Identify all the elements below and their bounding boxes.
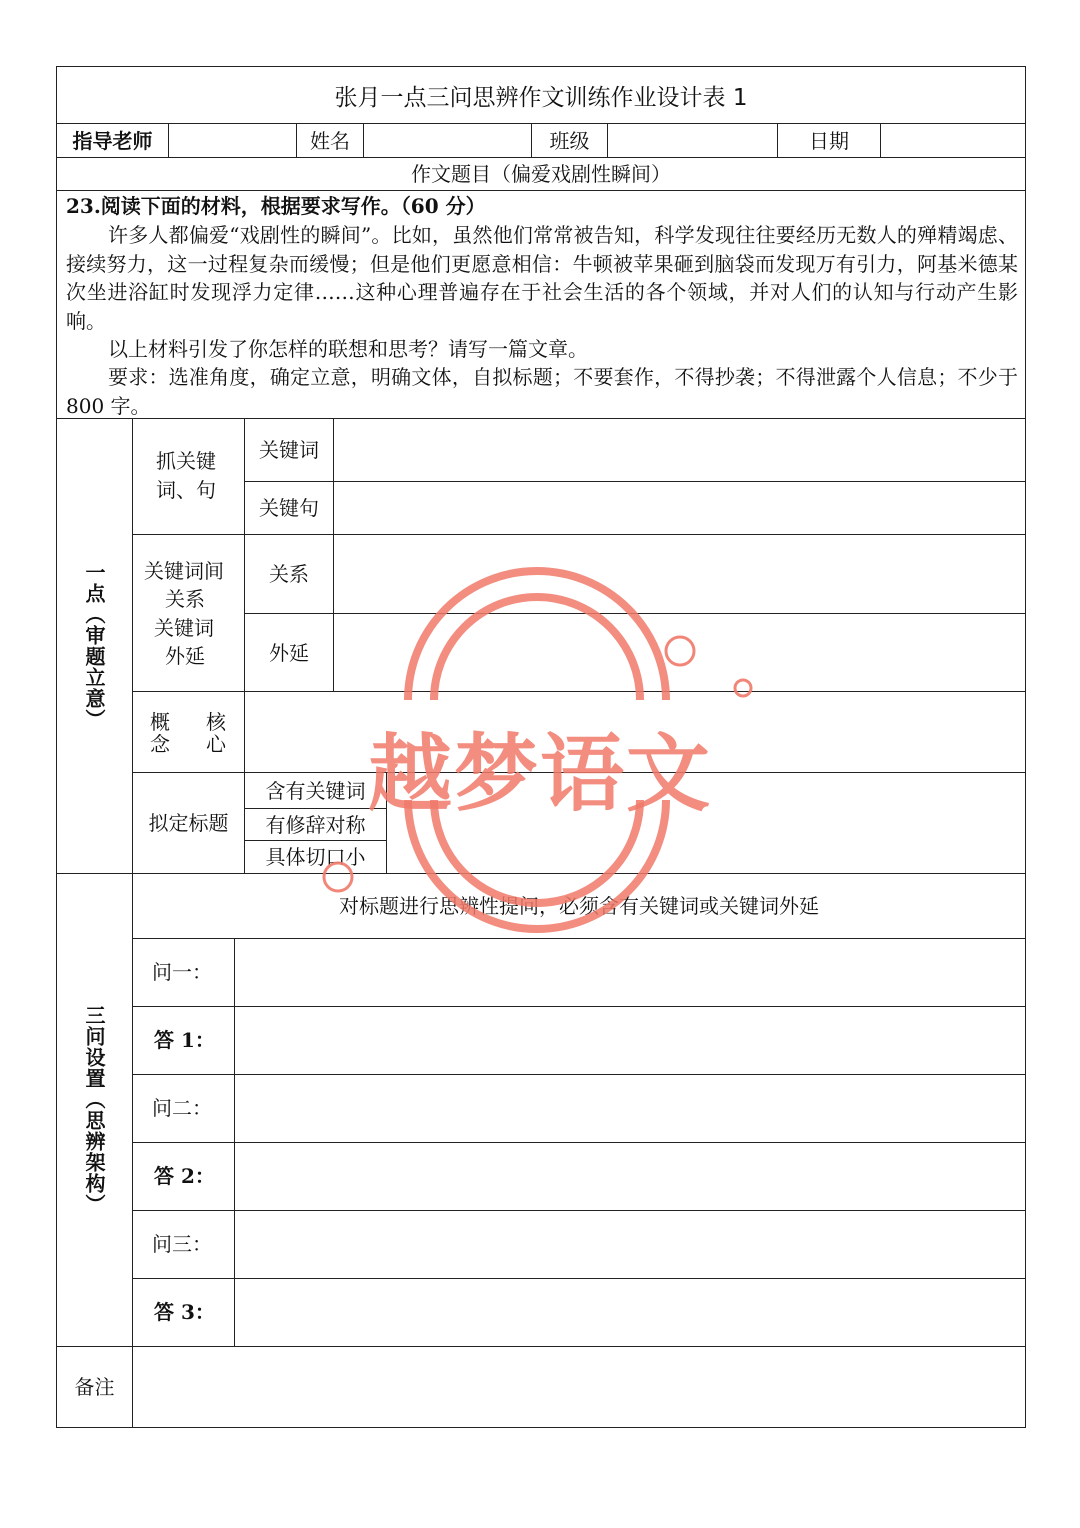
question-1-field[interactable] — [234, 938, 1026, 1007]
instruction-cell — [132, 873, 1026, 939]
answer-2-field[interactable] — [234, 1142, 1026, 1211]
relation-label: 关系 — [269, 562, 309, 586]
grab-label-line2: 词、句 — [156, 478, 216, 502]
extension-label-cell — [244, 613, 334, 692]
answer-1-field[interactable] — [234, 1006, 1026, 1075]
section1-label-cell — [56, 418, 133, 874]
topic-label: 作文题目（偏爱戏剧性瞬间） — [411, 162, 671, 186]
date-field[interactable] — [880, 123, 1026, 158]
requirements-text: 要求：选准角度，确定立意，明确文体，自拟标题；不要套作，不得抄袭；不得泄露个人信息；不少于 800 字。 — [66, 365, 1018, 418]
relation-group-line2: 关系 — [165, 587, 205, 611]
relation-group-line4: 外延 — [165, 644, 205, 668]
watermark-text: 越梦语文 — [367, 725, 713, 823]
extension-label: 外延 — [269, 640, 309, 665]
relation-group-line3: 关键词 — [154, 616, 214, 640]
title-cell — [56, 66, 1026, 124]
relation-group-cell — [132, 534, 245, 692]
question-3-field[interactable] — [234, 1210, 1026, 1279]
core-concept-char-4: 心 — [206, 732, 226, 756]
question-1-label-cell — [132, 938, 235, 1007]
notes-field[interactable] — [132, 1346, 1026, 1428]
question-3-label-cell — [132, 1210, 235, 1279]
keysentence-label: 关键句 — [259, 496, 319, 520]
title-option-specific: 具体切口小 — [265, 845, 366, 869]
section2-label: 三问设置（思辨架构） — [82, 1005, 106, 1215]
core-concept-char-1: 概 — [150, 710, 170, 734]
answer-2-label: 答 2： — [154, 1164, 215, 1188]
prompt-text: 以上材料引发了你怎样的联想和思考？请写一篇文章。 — [108, 337, 588, 361]
question-2-label-cell — [132, 1074, 235, 1143]
keyword-label: 关键词 — [259, 438, 319, 462]
title-draft-label-cell — [132, 772, 245, 874]
title-draft-label: 拟定标题 — [148, 811, 229, 835]
date-label-cell — [777, 123, 881, 158]
answer-3-field[interactable] — [234, 1278, 1026, 1347]
name-label: 姓名 — [310, 128, 350, 153]
keyword-field[interactable] — [333, 418, 1026, 482]
answer-2-label-cell — [132, 1142, 235, 1211]
grab-keywords-cell — [132, 418, 245, 535]
assignment-sheet — [56, 66, 1026, 1428]
extension-field[interactable] — [333, 613, 1026, 692]
notes-label-cell — [56, 1346, 133, 1428]
name-label-cell — [296, 123, 364, 158]
answer-3-label-cell — [132, 1278, 235, 1347]
teacher-label: 指导老师 — [72, 128, 153, 153]
question-heading: 23.阅读下面的材料，根据要求写作。（60 分） — [66, 194, 486, 218]
name-field[interactable] — [363, 123, 532, 158]
topic-material-cell — [56, 190, 1026, 419]
answer-3-label: 答 3： — [154, 1300, 215, 1324]
core-concept-char-2: 核 — [206, 710, 226, 734]
keysentence-label-cell — [244, 481, 334, 535]
core-concept-field[interactable] — [244, 691, 1026, 773]
question-2-field[interactable] — [234, 1074, 1026, 1143]
teacher-label-cell — [56, 123, 169, 158]
section2-label-cell — [56, 873, 133, 1347]
core-concept-cell — [132, 691, 245, 773]
instruction-text: 对标题进行思辨性提问，必须含有关键词或关键词外延 — [339, 894, 819, 918]
question-3-label: 问三： — [152, 1232, 212, 1256]
topic-label-cell — [56, 157, 1026, 191]
title-option-cell[interactable] — [244, 772, 387, 809]
relation-field[interactable] — [333, 534, 1026, 614]
teacher-field[interactable] — [168, 123, 297, 158]
keysentence-field[interactable] — [333, 481, 1026, 535]
title-option-keyword: 含有关键词 — [265, 778, 366, 803]
core-concept-char-3: 念 — [150, 732, 170, 756]
title-draft-field[interactable] — [386, 772, 1026, 874]
notes-label: 备注 — [74, 1375, 115, 1399]
date-label: 日期 — [809, 128, 849, 153]
relation-label-cell — [244, 534, 334, 614]
class-label: 班级 — [549, 128, 590, 153]
question-2-label: 问二： — [152, 1096, 212, 1120]
keyword-label-cell — [244, 418, 334, 482]
title-option-rhetoric: 有修辞对称 — [265, 812, 366, 837]
answer-1-label-cell — [132, 1006, 235, 1075]
question-1-label: 问一： — [152, 960, 212, 984]
title-option-cell[interactable] — [244, 840, 387, 874]
page-title: 张月一点三问思辨作文训练作业设计表 1 — [334, 84, 748, 111]
section1-label: 一点（审题立意） — [82, 562, 106, 730]
answer-1-label: 答 1： — [154, 1028, 215, 1052]
title-option-cell[interactable] — [244, 808, 387, 841]
class-label-cell — [531, 123, 608, 158]
material-text: 许多人都偏爱“戏剧性的瞬间”。比如，虽然他们常常被告知，科学发现往往要经历无数人的殚精竭虑、接续努力，这一过程复杂而缓慢；但是他们更愿意相信：牛顿被苹果砸到脑袋而发现万有引力，阿基米德某次坐进浴缸时发现浮力定律……这种心理普遍存在于社会生活的各个领域，并对人们的认知与行动产生影响。 — [66, 223, 1018, 333]
grab-label-line1: 抓关键 — [156, 449, 216, 473]
relation-group-line1: 关键词间 — [144, 559, 224, 583]
class-field[interactable] — [607, 123, 778, 158]
